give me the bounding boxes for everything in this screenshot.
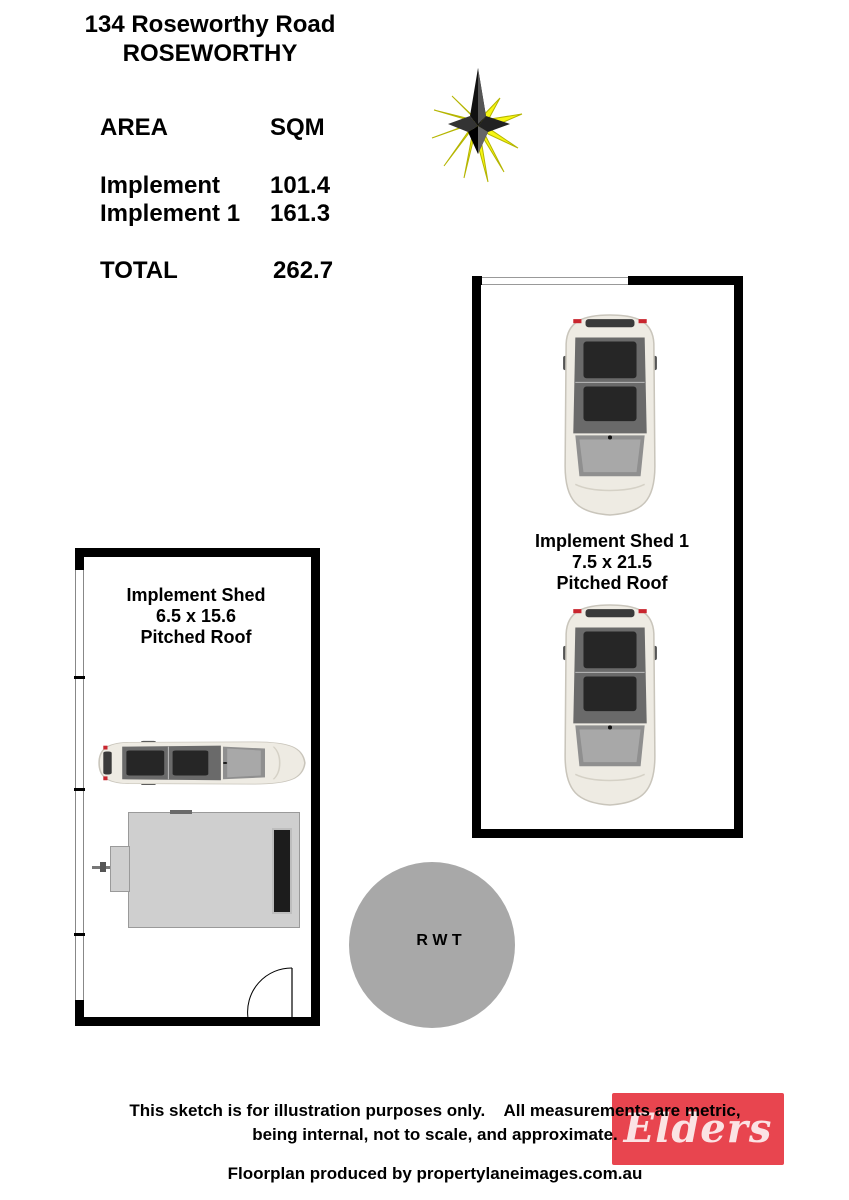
area-row-sqm: 161.3 <box>270 200 331 227</box>
compass-rose-icon <box>430 66 526 184</box>
room-label-implement-shed-1 <box>502 531 722 594</box>
room-dimensions: 6.5 x 15.6 <box>155 606 237 626</box>
logo-text: Elders <box>623 1105 773 1152</box>
room-label-implement-shed <box>96 585 296 648</box>
disclaimer-line1: This sketch is for illustration purposes only. All measurements are metric, <box>129 1101 741 1120</box>
area-col-header: AREA <box>100 114 169 141</box>
area-table <box>100 114 360 294</box>
sqm-col-header: SQM <box>270 114 325 141</box>
floorplan-credit: Floorplan produced by propertylaneimages.com.au <box>227 1164 643 1183</box>
door-swing <box>246 966 296 1020</box>
car-top-view-icon <box>557 313 663 517</box>
address-line2: ROSEWORTHY <box>122 40 298 67</box>
room-roof: Pitched Roof <box>556 573 668 593</box>
area-row-name: Implement <box>100 172 221 199</box>
room-roof: Pitched Roof <box>140 627 252 647</box>
total-label: TOTAL <box>100 257 178 284</box>
address-title <box>60 10 360 68</box>
address-line1: 134 Roseworthy Road <box>84 11 336 38</box>
disclaimer-line2: being internal, not to scale, and approximate. <box>252 1125 618 1144</box>
area-row-sqm: 101.4 <box>270 172 331 199</box>
tank-label: R W T <box>416 932 462 949</box>
car-top-view-icon <box>557 603 663 807</box>
total-value: 262.7 <box>273 257 334 284</box>
room-name: Implement Shed 1 <box>534 531 690 551</box>
car-top-view-icon <box>96 688 308 788</box>
area-row-name: Implement 1 <box>100 200 241 227</box>
room-dimensions: 7.5 x 21.5 <box>571 552 653 572</box>
room-name: Implement Shed <box>126 585 266 605</box>
roller-door <box>482 277 628 285</box>
